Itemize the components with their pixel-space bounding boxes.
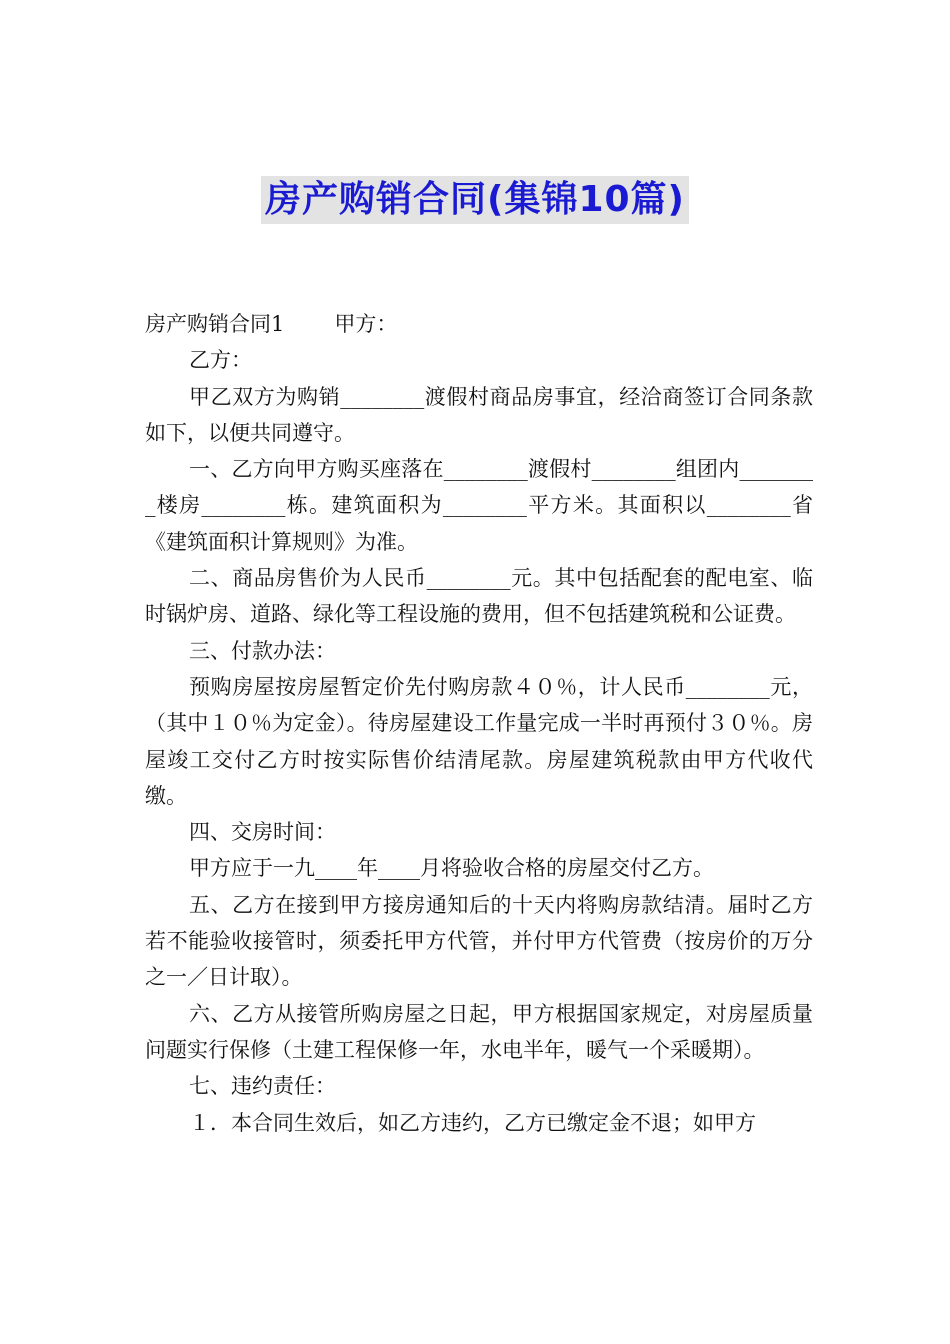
paragraph-preamble: 甲乙双方为购销________渡假村商品房事宜，经洽商签订合同条款如下，以便共同遵守。 [145,384,813,445]
clause-7-heading: 七、违约责任： [189,1074,336,1099]
contract-heading: 房产购销合同1 [145,312,285,336]
title-area [0,176,950,224]
party-a-label: 甲方： [334,312,398,336]
clause-4-heading: 四、交房时间： [189,820,336,845]
clause-3-body: 预购房屋按房屋暂定价先付购房款４０％，计人民币________元，（其中１０％为定金）。待房屋建设工作量完成一半时再预付３０％。房屋竣工交付乙方时按实际售价结清尾款。房屋建筑税款由甲方代收代缴。 [145,674,813,808]
clause-1: 一、乙方向甲方购买座落在________渡假村________组团内________楼房________栋。建筑面积为________平方米。其面积以________省《建筑面积计算规则》为准。 [145,457,813,554]
party-b-label: 乙方： [189,348,252,373]
clause-4-body: 甲方应于一九____年____月将验收合格的房屋交付乙方。 [189,856,714,881]
clause-7-item-1: １．本合同生效后，如乙方违约，乙方已缴定金不退；如甲方 [189,1110,756,1135]
contract-heading-line [145,306,813,342]
clause-3-heading: 三、付款办法： [189,638,336,663]
clause-2: 二、商品房售价为人民币________元。其中包括配套的配电室、临时锅炉房、道路、绿化等工程设施的费用，但不包括建筑税和公证费。 [145,566,813,627]
clause-6: 六、乙方从接管所购房屋之日起，甲方根据国家规定，对房屋质量问题实行保修（土建工程保修一年，水电半年，暖气一个采暖期）。 [145,1001,813,1062]
document-title: 房产购销合同(集锦10篇) [261,176,689,224]
document-body [145,306,813,1141]
clause-5: 五、乙方在接到甲方接房通知后的十天内将购房款结清。届时乙方若不能验收接管时，须委托甲方代管，并付甲方代管费（按房价的万分之一／日计取）。 [145,892,813,990]
